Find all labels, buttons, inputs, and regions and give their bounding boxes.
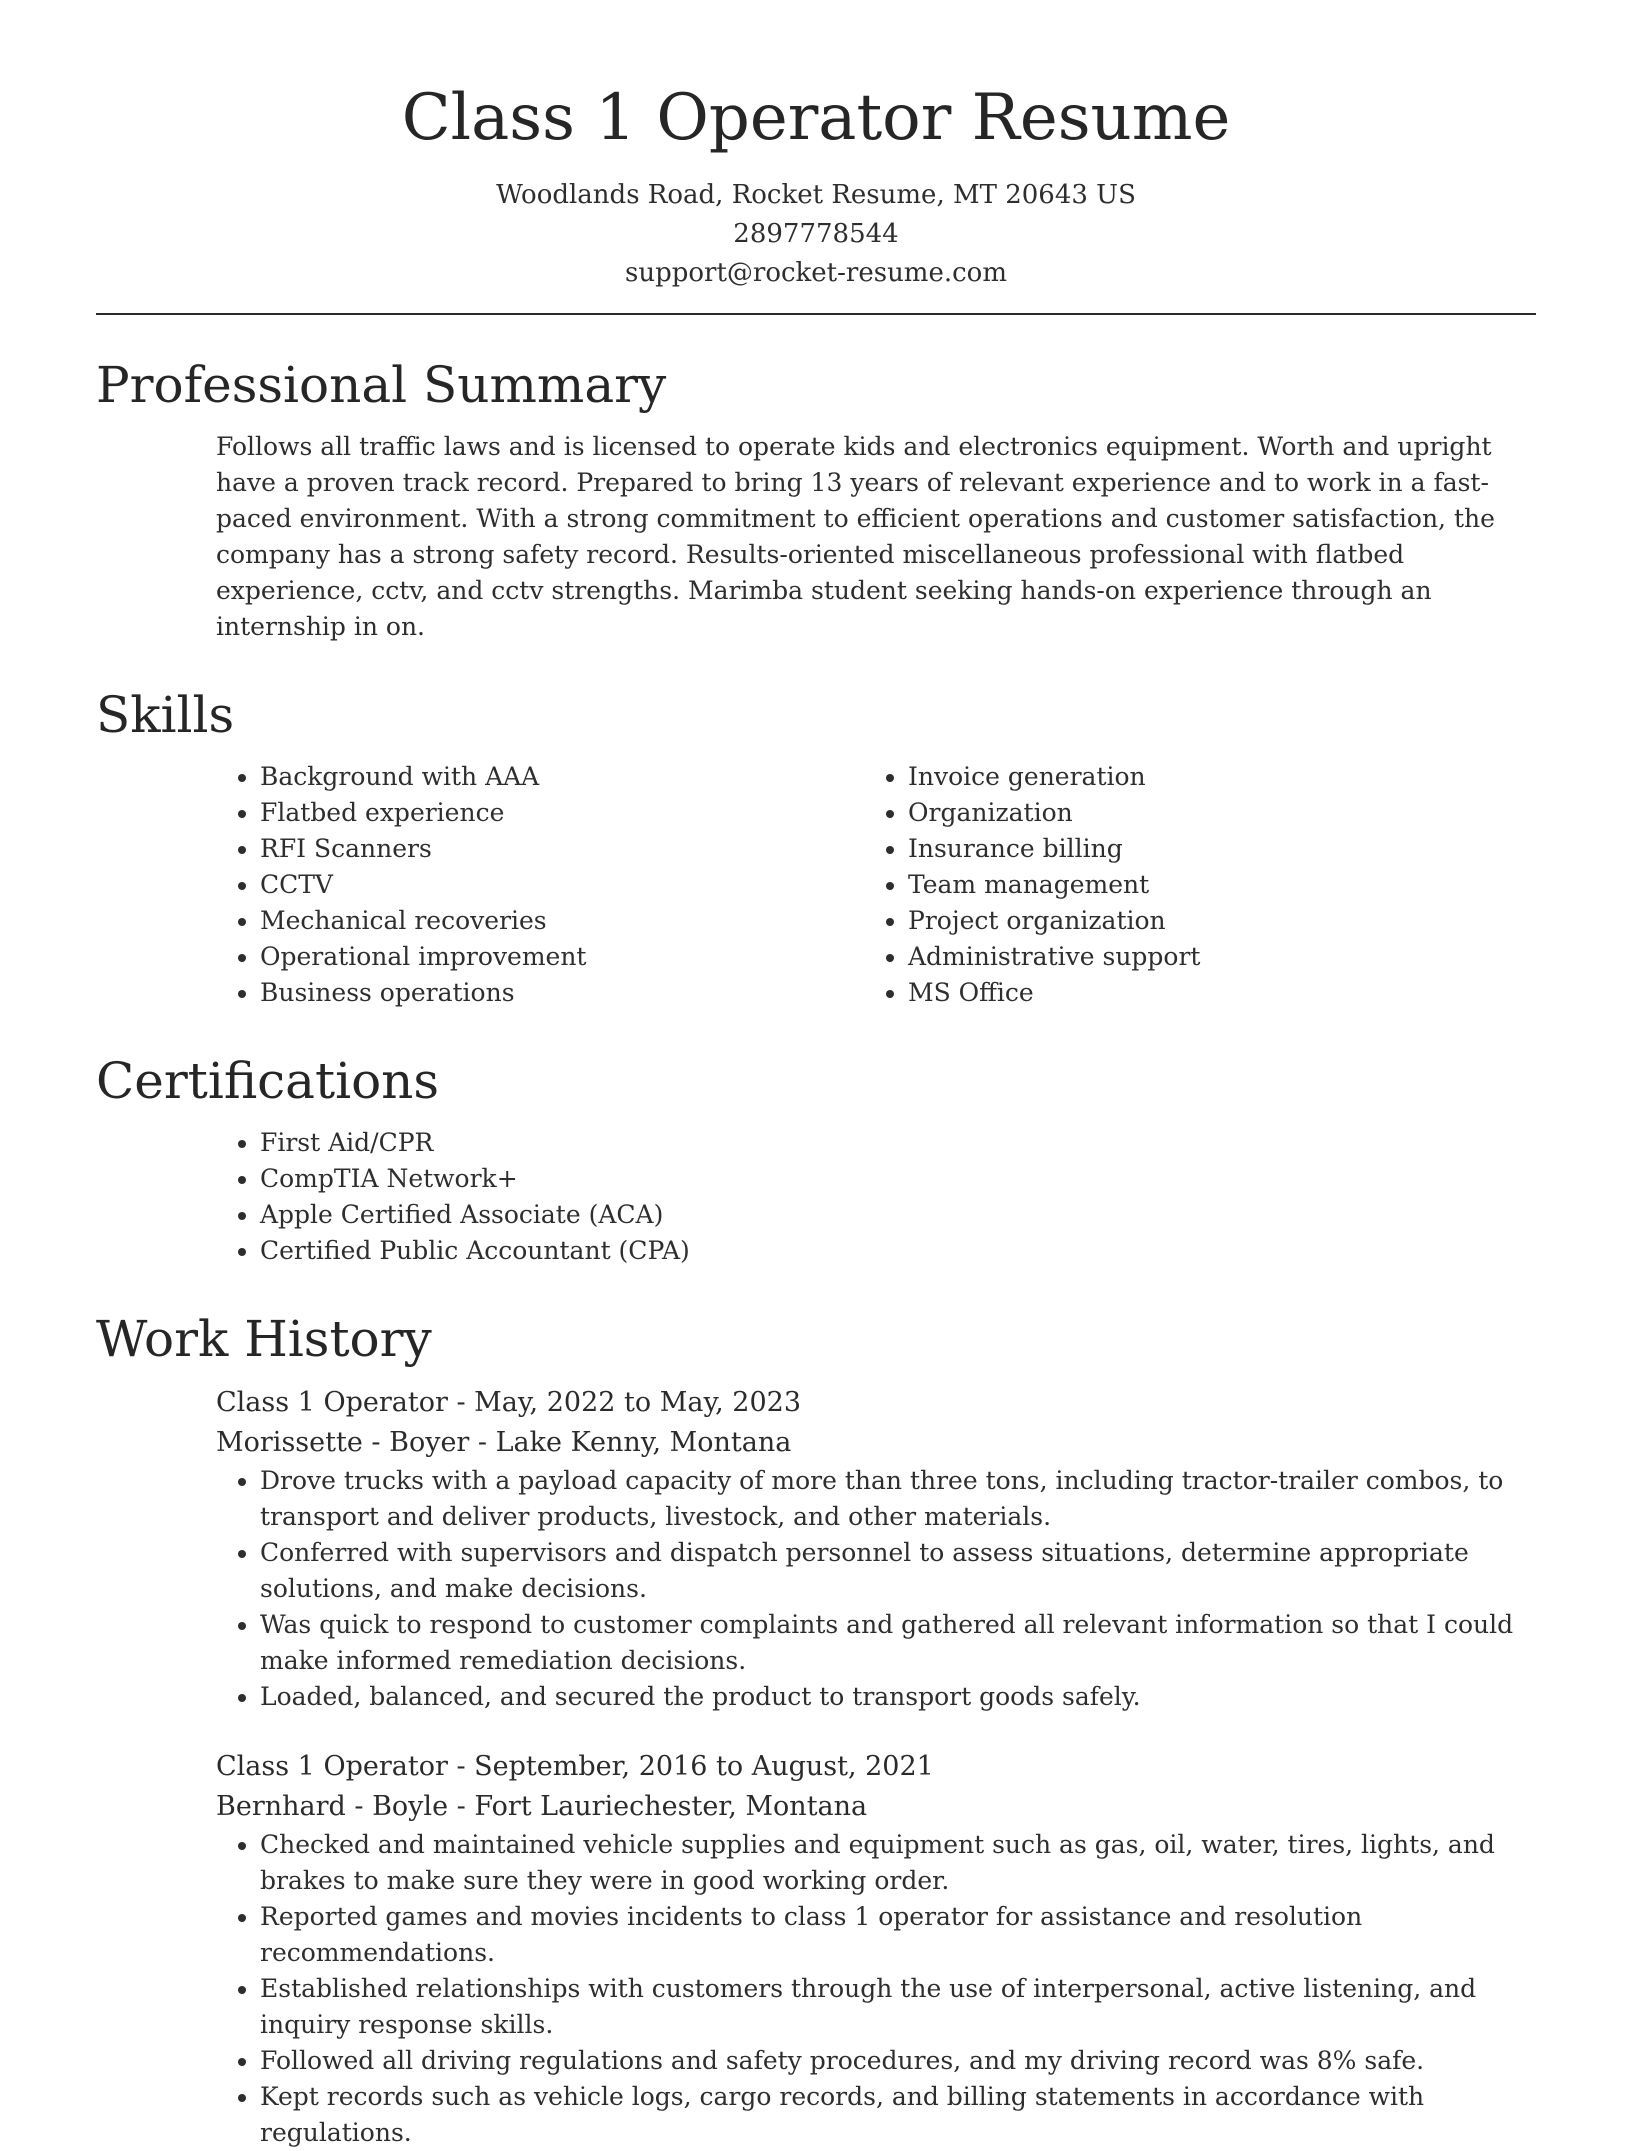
work-history-heading: Work History <box>96 1309 432 1368</box>
job-bullet: • Kept records such as vehicle logs, cargo records, and billing statements in accordance with regulations. <box>260 2079 1536 2151</box>
skills-list-right <box>864 759 1512 1011</box>
job-bullets <box>216 1463 1536 1715</box>
certifications-list-wrap <box>216 1125 1536 1269</box>
contact-email: support@rocket-resume.com <box>624 257 1007 288</box>
skill-item: • Organization <box>908 795 1512 831</box>
certification-item: • Certified Public Accountant (CPA) <box>260 1233 1536 1269</box>
skill-item: • Invoice generation <box>908 759 1512 795</box>
summary-section <box>96 355 1536 645</box>
skills-heading: Skills <box>96 685 235 744</box>
certification-item: • Apple Certified Associate (ACA) <box>260 1197 1536 1233</box>
skill-item: • CCTV <box>260 867 864 903</box>
skill-item: • RFI Scanners <box>260 831 864 867</box>
job-company-location: Bernhard - Boyle - Fort Lauriechester, Montana <box>216 1790 868 1822</box>
skill-item: • Team management <box>908 867 1512 903</box>
certifications-list <box>216 1125 1536 1269</box>
job-bullet: • Established relationships with customers through the use of interpersonal, active listening, and inquiry response skills. <box>260 1971 1536 2043</box>
job-bullet: • Followed all driving regulations and safety procedures, and my driving record was 8% safe. <box>260 2043 1536 2079</box>
job-bullet: • Loaded, balanced, and secured the product to transport goods safely. <box>260 1679 1536 1715</box>
skill-item: • Background with AAA <box>260 759 864 795</box>
skill-item: • Mechanical recoveries <box>260 903 864 939</box>
contact-phone: 2897778544 <box>733 218 899 249</box>
job-entry <box>216 1747 1536 2151</box>
certification-item: • CompTIA Network+ <box>260 1161 1536 1197</box>
job-company-location: Morissette - Boyer - Lake Kenny, Montana <box>216 1426 792 1458</box>
job-bullet: • Conferred with supervisors and dispatch personnel to assess situations, determine appropriate solutions, and make decisions. <box>260 1535 1536 1607</box>
job-bullet: • Was quick to respond to customer complaints and gathered all relevant information so that I could make informed remediation decisions. <box>260 1607 1536 1679</box>
job-bullet: • Checked and maintained vehicle supplies and equipment such as gas, oil, water, tires, lights, and brakes to make sure they were in good working order. <box>260 1827 1536 1899</box>
work-history-section <box>96 1309 1536 2151</box>
summary-text: Follows all traffic laws and is licensed to operate kids and electronics equipment. Worth and upright have a proven track record. Prepared to bring 13 years of relevant experience and to work in a fast-paced environment. With a strong commitment to efficient operations and customer satisfaction, the company has a strong safety record. Results-oriented miscellaneous professional with flatbed experience, cctv, and cctv strengths. Marimba student seeking hands-on experience through an internship in on. <box>216 431 1495 641</box>
resume-header <box>96 0 1536 293</box>
skill-item: • Insurance billing <box>908 831 1512 867</box>
job-bullet: • Drove trucks with a payload capacity of more than three tons, including tractor-trailer combos, to transport and deliver products, livestock, and other materials. <box>260 1463 1536 1535</box>
job-bullets <box>216 1827 1536 2151</box>
certifications-section <box>96 1051 1536 1269</box>
job-title-dates: Class 1 Operator - May, 2022 to May, 2023 <box>216 1386 801 1418</box>
contact-block <box>96 176 1536 293</box>
contact-address: Woodlands Road, Rocket Resume, MT 20643 US <box>496 179 1136 210</box>
skill-item: • Project organization <box>908 903 1512 939</box>
skill-item: • Flatbed experience <box>260 795 864 831</box>
summary-heading: Professional Summary <box>96 355 667 414</box>
job-bullet: • Reported games and movies incidents to class 1 operator for assistance and resolution recommendations. <box>260 1899 1536 1971</box>
skill-item: • Business operations <box>260 975 864 1011</box>
skills-section <box>96 685 1536 1011</box>
skills-column-right <box>864 759 1512 1011</box>
skill-item: • MS Office <box>908 975 1512 1011</box>
skill-item: • Administrative support <box>908 939 1512 975</box>
job-entry <box>216 1383 1536 1715</box>
skill-item: • Operational improvement <box>260 939 864 975</box>
skills-column-left <box>216 759 864 1011</box>
certification-item: • First Aid/CPR <box>260 1125 1536 1161</box>
resume-title: Class 1 Operator Resume <box>401 81 1231 155</box>
job-title-dates: Class 1 Operator - September, 2016 to August, 2021 <box>216 1750 934 1782</box>
certifications-heading: Certifications <box>96 1051 440 1110</box>
header-divider <box>96 313 1536 315</box>
skills-columns <box>216 759 1536 1011</box>
skills-list-left <box>216 759 864 1011</box>
